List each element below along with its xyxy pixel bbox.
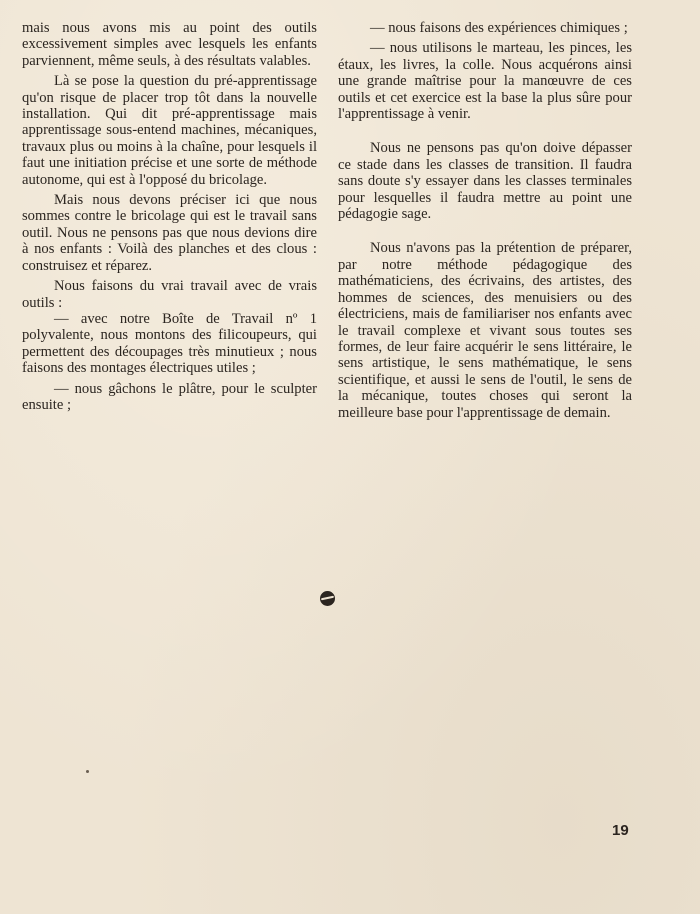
list-item-boite-de-travail: — avec notre Boîte de Travail nº 1 polyvalente, nous montons des filicoupeurs, qui permettent des découpages très minutieux ; nous faisons des montages électriques utiles ; (22, 310, 317, 377)
paragraph-pretention: Nous n'avons pas la prétention de préparer, par notre méthode pédagogique des mathématiciens, des écrivains, des artistes, des hommes de sciences, des menuisiers ou des électriciens, mais de familiariser nos enfants avec le travail complexe et vivant sous toutes ses formes, de leur faire acquérir le sens littéraire, le sens artistique, le sens mathématique, le sens scientifique, et aussi le sens de l'outil, le sens de la mécanique, toutes choses qui seront la meilleure base pour l'apprentissage de demain. (338, 240, 632, 421)
paragraph-bricolage: Mais nous devons préciser ici que nous sommes contre le bricolage qui est le travail sans outil. Nous ne pensons pas que nous devions dire à nos enfants : Voilà des planches et des clous : construisez et réparez. (22, 192, 317, 274)
list-item-outils: — nous utilisons le marteau, les pinces, les étaux, les livres, la colle. Nous acquérons ainsi une grande maîtrise pour la manœuvre de ces outils et cet exercice est la base la plus sûre pour l'apprentissage à venir. (338, 40, 632, 123)
paragraph-vrai-travail: Nous faisons du vrai travail avec de vrais outils : (22, 278, 317, 311)
paragraph-pre-apprentissage: Là se pose la question du pré-apprentissage qu'on risque de placer trop tôt dans la nouvelle installation. Qui dit pré-apprentissage mais apprentissage sous-entend machines, mécaniques, travaux plus ou moins à la chaîne, pour lesquels il faut une initiation précise et une sorte de méthode autonome, qui est à l'opposé du bricolage. (22, 73, 317, 188)
right-column (338, 20, 632, 421)
list-item-experiences: — nous faisons des expériences chimiques ; (370, 20, 628, 36)
page-number: 19 (612, 822, 629, 839)
list-item-platre: — nous gâchons le plâtre, pour le sculpter ensuite ; (22, 380, 317, 413)
section-ornament-icon (320, 591, 335, 606)
left-column (22, 20, 317, 413)
paragraph-continuation: mais nous avons mis au point des outils excessivement simples avec lesquels les enfants parviennent, même seuls, à des résultats valables. (22, 20, 317, 69)
paper-speck (86, 770, 89, 773)
paragraph-classes-transition: Nous ne pensons pas qu'on doive dépasser ce stade dans les classes de transition. Il faudra sans doute s'y essayer dans les classes terminales pour lesquelles il faudra mettre au point une pédagogie sage. (338, 140, 632, 223)
